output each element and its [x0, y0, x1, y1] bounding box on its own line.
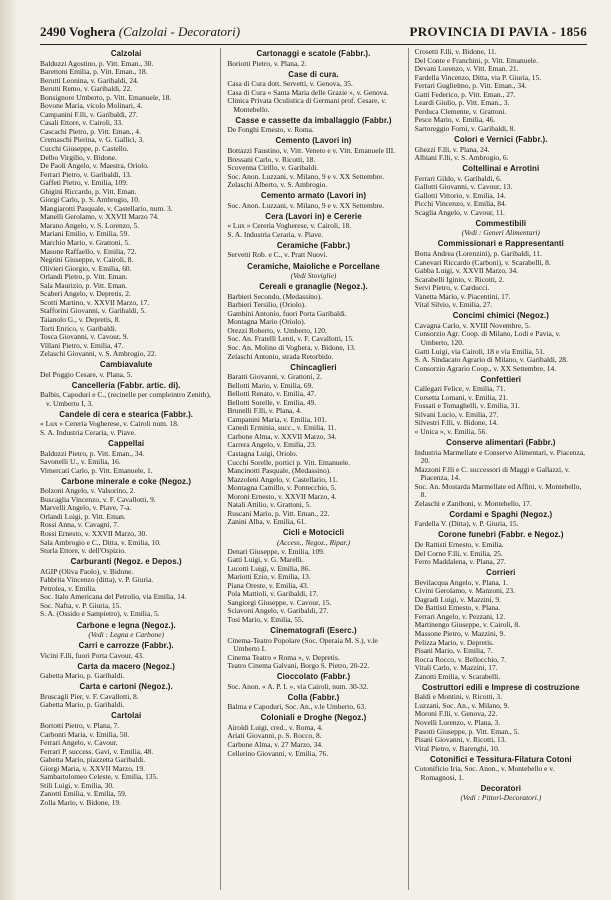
directory-section	[415, 376, 587, 437]
directory-entry: Bovone Maria, vicolo Molinari, 4.	[40, 101, 143, 111]
section-heading: Commestibili	[475, 218, 527, 228]
directory-entry: Devani Lorenzo, v. Vitt. Eman. 21.	[414, 64, 519, 74]
column-1	[40, 48, 212, 890]
directory-entry: Corsetta Lomani, v. Emilia, 21.	[414, 392, 508, 402]
directory-entry: Negrini Giuseppe, v. Cairoli, 8.	[40, 255, 134, 265]
directory-section	[415, 48, 587, 133]
directory-section	[227, 117, 399, 135]
directory-entry: Canedi Erminia, succ., v. Emilia, 11.	[227, 423, 337, 433]
section-note: (Vedi : Pittori-Decoratori.)	[460, 793, 542, 803]
directory-entry: Dagradi Luigi, v. Mazzini, 9.	[414, 594, 501, 604]
section-heading: Cancelleria (Fabbr. artic. di).	[71, 380, 181, 390]
directory-entry: Gabetta Mario, p. Garibaldi.	[40, 700, 125, 710]
directory-entry: Marchio Mario, v. Grattoni, 5.	[40, 238, 130, 248]
directory-entry: Bellotti Sorelle, v. Emilia, 49.	[227, 397, 317, 407]
header-section-range: (Calzolai - Decoratori)	[118, 24, 241, 39]
directory-entry: Cascachi Pietro, p. Vitt. Eman., 4.	[40, 126, 141, 136]
directory-entry: Soc. Anon. Luzzani, v. Milano, 9 e v. XX Settembre.	[227, 200, 385, 210]
directory-entry: Gabba Luigi, v. XXVII Marzo, 34.	[414, 266, 519, 276]
directory-entry: Bortotti Pietro, v. Plana, 7.	[40, 720, 120, 730]
directory-section	[227, 213, 399, 240]
directory-entry: Campanini F.lli, v. Garibaldi, 27.	[40, 109, 138, 119]
directory-section	[227, 283, 399, 361]
directory-entry: S. A. (Ossido e Sampietro), v. Emilia, 5.	[40, 609, 160, 619]
directory-entry: Ferrari Pietro, v. Garibaldi, 13.	[40, 169, 132, 179]
section-heading: Cera (Lavori in) e Cererie	[265, 211, 362, 221]
directory-section	[227, 242, 399, 260]
directory-entry: Mangiarotti Pasquale, v. Castellario, num. 3.	[40, 203, 173, 213]
directory-entry: Airoldi Luigi, cred., v. Roma, 4.	[227, 722, 323, 732]
directory-entry: Montagna Camillo, v. Pontecchio, 5.	[227, 483, 337, 493]
directory-entry: Gallotti Giovanni, v. Cavour, 13.	[414, 182, 513, 192]
directory-entry: Fardella Vincenzo, Ditta, via P. Giuria, 15.	[414, 72, 542, 82]
section-heading: Colori e Vernici (Fabbr.).	[454, 134, 548, 144]
directory-entry: Sala Ambrogio e C., Ditta, v. Emilia, 10.	[40, 537, 161, 547]
directory-entry: Piana Oreste, v. Emilia, 43.	[227, 580, 309, 590]
directory-entry: Lucotti Luigi, v. Emilia, 86.	[227, 563, 311, 573]
directory-entry: Gabetta Mario, piazzetta Garibaldi.	[40, 755, 146, 765]
directory-entry: Gabetta Mario, p. Garibaldi.	[40, 671, 125, 681]
directory-entry: Civini Gerolamo, v. Manzoni, 23.	[414, 586, 515, 596]
directory-entry: Savonelli U., v. Emilia, 16.	[40, 457, 121, 467]
directory-entry: Zelaschi Antonio, strada Retorbido.	[227, 351, 334, 361]
directory-entry: Leardi Giulio, p. Vitt. Eman., 3.	[414, 98, 510, 108]
directory-section	[227, 192, 399, 210]
directory-entry: Montagna Mario (Oriolo).	[227, 317, 306, 327]
section-note: (Vedi Stoviglie)	[290, 271, 337, 281]
directory-entry: Delbo Virgilio, v. Bidone.	[40, 152, 117, 162]
directory-entry: Gatti Federico, p. Vitt. Eman., 27.	[414, 89, 516, 99]
directory-section	[40, 50, 212, 359]
directory-entry: Vital Silvio, v. Emilia, 27.	[414, 300, 493, 310]
directory-entry: Gambini Antonio, fuori Porta Garibaldi.	[227, 308, 347, 318]
directory-entry: Baratti Giovanni, v. Grattoni, 2.	[227, 372, 322, 382]
columns	[40, 48, 587, 890]
directory-entry: « Unica », v. Emilia, 56.	[414, 426, 488, 436]
directory-entry: Barbieri Secondo, (Medassino).	[227, 291, 322, 301]
directory-section	[40, 382, 212, 409]
directory-entry: Gallotti Vittorio, v. Emilia, 14.	[414, 190, 506, 200]
directory-entry: S. A. Industria Ceraria, v. Piave.	[227, 229, 324, 239]
directory-entry: Buscaglia Vincenzo, v. F. Cavallotti, 9.	[40, 494, 156, 504]
directory-entry: Zelaschi Giovanni, v. S. Ambrogio, 22.	[40, 349, 157, 359]
directory-entry: Perduca Clemente, v. Grattoni.	[414, 106, 507, 116]
section-heading: Colla (Fabbr.)	[287, 692, 340, 702]
directory-entry: Petrolea, v. Emilia.	[40, 583, 97, 593]
directory-section	[40, 558, 212, 619]
header-page-and-town: 2490 Voghera	[40, 24, 116, 39]
directory-entry: Zanotti Emilia, v. Scarabelli.	[414, 671, 501, 681]
directory-entry: « Lux » Cereria Vogherese, v. Cairoli, 18.	[227, 221, 352, 231]
section-note: (Vedi : Legna e Carbone)	[88, 630, 164, 640]
directory-section	[227, 263, 399, 281]
directory-entry: Luzzani, Soc. An., v. Milano, 9.	[414, 700, 510, 710]
directory-entry: Denari Giuseppe, v. Emilia, 109.	[227, 546, 325, 556]
directory-entry: Cotonificio Iria, Soc. Anon., v. Montebello e v. Romagnosi, 1.	[414, 764, 555, 782]
section-heading: Calzolai	[110, 49, 142, 58]
directory-entry: Gaffeti Pietro, v. Emilia, 109.	[40, 178, 128, 188]
directory-entry: S. A. Sindacato Agrario di Milano, v. Garibaldi, 28.	[414, 355, 568, 365]
directory-entry: Torti Enrico, v. Garibaldi.	[40, 323, 117, 333]
directory-entry: Canevari Riccardo (Carboni), v. Scarabelli, 8.	[414, 257, 551, 267]
directory-section	[227, 627, 399, 671]
directory-entry: Ruscani Mario, p. Vitt. Eman., 22.	[227, 508, 330, 518]
directory-section	[40, 411, 212, 438]
directory-entry: Sala Maurizio, p. Vitt. Eman.	[40, 280, 127, 290]
directory-entry: Gatti Luigi, via Cairoli, 18 e via Emilia, 51.	[414, 346, 545, 356]
directory-entry: Ferro Maddalena, v. Plana, 27.	[414, 557, 506, 567]
directory-entry: Albiani F.lli, v. S. Ambrogio, 6.	[414, 153, 509, 163]
header-province: PROVINCIA DI PAVIA - 1856	[409, 24, 587, 39]
directory-entry: Rossi Anna, v. Cavagni, 7.	[40, 520, 119, 530]
directory-entry: Consorzio Agr. Coop. di Milano, Lodi e Pavia, v. Umberto, 120.	[414, 329, 561, 347]
directory-entry: Consorzio Agrario Coop., v. XX Settembre, 14.	[414, 363, 557, 373]
directory-entry: Scarabelli Iginio, v. Ricotti, 2.	[414, 274, 505, 284]
directory-section	[415, 569, 587, 681]
section-heading: Cioccolato (Fabbr.)	[276, 672, 351, 682]
directory-entry: Barettoni Emilia, p. Vitt. Eman., 18.	[40, 67, 148, 77]
directory-entry: Natali Attilio, v. Grattoni, 5.	[227, 500, 312, 510]
directory-entry: Zelaschi Alberto, v. S. Ambrogio.	[227, 180, 328, 190]
directory-section	[415, 240, 587, 309]
section-heading: Candele di cera e stearica (Fabbr.).	[59, 409, 194, 419]
directory-entry: Ghezzi F.lli, v. Plana, 24.	[414, 144, 490, 154]
section-note: (Vedi : Generi Alimentari)	[461, 228, 540, 238]
directory-entry: Sartoreggio Forni, v. Garibaldi, 8.	[414, 123, 516, 133]
directory-entry: Sambartolomeo Celeste, v. Emilia, 135.	[40, 772, 159, 782]
directory-section	[40, 361, 212, 379]
directory-entry: Bellotti Mario, v. Emilia, 69.	[227, 380, 314, 390]
section-heading: Casse e cassette da imballaggio (Fabbr.)	[235, 115, 392, 125]
directory-entry: De Rattisti Ernesto, v. Emilia.	[414, 540, 504, 550]
directory-entry: De Fonghi Ernesto, v. Roma.	[227, 125, 314, 135]
directory-entry: Brunelli F.lli, v. Plana, 4.	[227, 406, 302, 416]
section-note: (Access., Negoz., Ripar.)	[277, 537, 350, 547]
directory-entry: Novelli Lorenzo, v. Plana, 3.	[414, 717, 501, 727]
directory-entry: Botta Andrea (Lorenzini), p. Garibaldi, 11.	[414, 249, 542, 259]
directory-entry: Crosetti F.lli, v. Bidone, 11.	[414, 48, 497, 56]
directory-entry: Masone Raffaello, v. Emilia, 72.	[40, 246, 137, 256]
directory-entry: AGIP (Oliva Paolo), v. Bidone.	[40, 566, 134, 576]
directory-entry: Soc. Italo Americana del Petrolio, via Emilia, 14.	[40, 592, 187, 602]
section-heading: Coltellinai e Arrotini	[462, 164, 540, 174]
directory-entry: Clinica Privata Oculistica di Germani prof. Cesare, v. Montebello.	[227, 96, 387, 114]
directory-section	[40, 642, 212, 660]
directory-section	[415, 531, 587, 566]
directory-section	[415, 785, 587, 803]
directory-entry: Vitali Carlo, v. Mazzini, 17.	[414, 663, 498, 673]
directory-entry: Del Conte e Franchini, p. Vitt. Emanuele.	[414, 55, 539, 65]
directory-section	[415, 756, 587, 783]
directory-entry: Ferrari P. success. Gavi, v. Emilia, 48.	[40, 746, 154, 756]
section-heading: Coloniali e Droghe (Negoz.)	[260, 713, 367, 723]
directory-section	[227, 673, 399, 691]
directory-entry: Mazzoni F.lli e C. successori di Maggi e Gallazzi, v. Piacenza, 14.	[414, 464, 570, 483]
directory-entry: Scovenna Cirillo, v. Garibaldi.	[227, 163, 319, 173]
directory-entry: Balma e Capoduri, Soc. An., v.le Umberto, 63.	[227, 702, 367, 712]
directory-section	[40, 440, 212, 475]
directory-entry: Fardella V. (Ditta), v. P. Giuria, 15.	[414, 519, 519, 529]
directory-entry: Casa di Cura « Santa Maria delle Grazie », v. Genova.	[227, 87, 389, 97]
section-heading: Carta da macero (Negoz.)	[77, 661, 175, 671]
section-heading: Cotonifici e Tessitura-Filatura Cotoni	[429, 754, 572, 764]
directory-entry: Scaglia Angelo, v. Cavour, 11.	[414, 207, 505, 217]
section-heading: Carri e carrozze (Fabbr.).	[78, 641, 174, 651]
directory-entry: Rossi Ernesto, v. XXVII Marzo, 30.	[40, 529, 148, 539]
section-heading: Carbone minerale e coke (Negoz.)	[61, 476, 192, 486]
directory-entry: Vicini F.lli, fuori Porta Cavour, 43.	[40, 650, 144, 660]
directory-section	[227, 364, 399, 527]
section-heading: Conserve alimentari (Fabbr.)	[446, 438, 556, 448]
directory-entry: Picchi Vincenzo, v. Emilia, 84.	[414, 199, 507, 209]
directory-entry: De Paoli Angelo, v. Maestra, Oriolo.	[40, 161, 149, 171]
directory-entry: Carbone Alma, v. 27 Marzo, 34.	[227, 740, 323, 750]
section-heading: Corone funebri (Fabbr. e Negoz.)	[438, 530, 564, 540]
section-heading: Cambiavalute	[99, 360, 153, 370]
directory-entry: Soc. Nafta, v. P. Giuria, 15.	[40, 600, 122, 610]
directory-entry: Sangiorgi Giuseppe, v. Cavour, 15.	[227, 597, 332, 607]
directory-entry: Pelizza Mario, v. Depretis.	[414, 637, 494, 647]
section-heading: Confettieri	[480, 374, 522, 384]
section-heading: Carburanti (Negoz. e Depos.)	[70, 557, 182, 567]
directory-entry: Soc. An. Fratelli Lenti, v. F. Cavallotti, 15.	[227, 334, 354, 344]
directory-entry: Carbone Alma, v. XXVII Marzo, 34.	[227, 431, 337, 441]
directory-section	[415, 511, 587, 529]
directory-entry: Marano Angelo, v. S. Lorenzo, 5.	[40, 220, 140, 230]
directory-entry: Orlandi Luigi, p. Vitt. Eman.	[40, 511, 126, 521]
directory-entry: Soc. Anon. « A. P. I. », via Cairoli, num. 30-32.	[227, 681, 369, 691]
directory-entry: Castagna Luigi, Oriolo.	[227, 449, 298, 459]
directory-entry: Zanotti Emilia, v. Emilia, 59.	[40, 789, 127, 799]
directory-entry: Berutti Remo, v. Garibaldi, 22.	[40, 84, 133, 94]
section-heading: Ceramiche, Maioliche e Porcellane	[247, 261, 380, 271]
directory-entry: Cucchi Sorelle, portici p. Vitt. Emanuele.	[227, 457, 351, 467]
directory-section	[227, 50, 399, 68]
section-heading: Concimi chimici (Negoz.)	[452, 311, 549, 321]
directory-section	[415, 439, 587, 508]
directory-entry: Casa di Cura dott. Servetti, v. Genova, 35.	[227, 79, 353, 89]
directory-entry: Martinengo Giuseppe, v. Cairoli, 8.	[414, 620, 520, 630]
directory-entry: Ferrari Gildo, v. Garibaldi, 6.	[414, 173, 502, 183]
directory-entry: Villani Pietro, v. Emilia, 47.	[40, 340, 124, 350]
directory-section	[415, 136, 587, 163]
directory-section	[227, 137, 399, 189]
directory-entry: Balduzzi Pietro, p. Vitt. Eman., 34.	[40, 448, 145, 458]
directory-section	[415, 312, 587, 373]
directory-entry: Giorgi Maria, v. XXVII Marzo, 19.	[40, 763, 145, 773]
directory-section	[227, 529, 399, 624]
directory-section	[227, 714, 399, 758]
directory-entry: Ariati Giovanni, p. S. Rocco, 8.	[227, 731, 322, 741]
directory-section	[415, 220, 587, 238]
directory-entry: Fossati e Tomaghelli, v. Emilia, 31.	[414, 401, 520, 411]
section-heading: Cappellai	[108, 439, 145, 449]
directory-entry: Scaberi Angelo, v. Depretis, 2.	[40, 289, 131, 299]
directory-entry: Balbis, Capoduri e C., (recinelle per compleintro Zenith), v. Umberto I, 3.	[40, 390, 211, 408]
header-left	[40, 24, 240, 40]
section-heading: Corrieri	[486, 568, 516, 578]
directory-entry: Soc. An. Mostarda Marmellate ed Affini, v. Montebello, 8.	[414, 481, 582, 500]
directory-entry: Pisani Mario, v. Emilia, 7.	[414, 646, 493, 656]
section-heading: Cartonaggi e scatole (Fabbr.).	[256, 49, 371, 58]
directory-entry: Bressani Carlo, v. Ricotti, 18.	[227, 154, 316, 164]
directory-entry: Ghigini Riccardo, p. Vitt. Eman.	[40, 186, 137, 196]
section-heading: Cemento (Lavori in)	[275, 136, 352, 146]
directory-entry: Cinema-Teatro Popolare (Soc. Operaia M. S.), v.le Umberto I.	[227, 635, 378, 654]
directory-entry: Pesce Mario, v. Emilia, 46.	[414, 115, 496, 125]
directory-entry: Balduzzi Agostino, p. Vitt. Eman., 30.	[40, 58, 154, 68]
section-heading: Cemento armato (Lavori in)	[260, 191, 367, 201]
directory-entry: Bevilacqua Angelo, v. Plana, 1.	[414, 577, 508, 587]
directory-section	[227, 694, 399, 712]
directory-entry: Del Poggio Cesare, v. Plana, 5.	[40, 369, 133, 379]
directory-entry: Stili Luigi, v. Emilia, 30.	[40, 780, 114, 790]
directory-entry: Tosca Giovanni, v. Cavour, 9.	[40, 332, 129, 342]
directory-entry: Bolzoni Angelo, v. Valsorino, 2.	[40, 486, 136, 496]
directory-entry: Ferrari Angelo, v. Pezzani, 12.	[414, 611, 506, 621]
directory-entry: Campanini Maria, v. Emilia, 101.	[227, 414, 327, 424]
directory-entry: Soc. An. Molino di Voghera, v. Bidone, 13.	[227, 342, 356, 352]
directory-section	[227, 71, 399, 115]
directory-entry: Carbonti Maria, v. Emilia, 50.	[40, 729, 130, 739]
section-heading: Cereali e granaglie (Negoz.).	[259, 282, 368, 292]
directory-entry: Giorgi Carlo, p. S. Ambrogio, 10.	[40, 195, 140, 205]
directory-entry: Sciavoni Angelo, v. Garibaldi, 27.	[227, 606, 329, 616]
directory-entry: Ferrari Angelo, v. Cavour.	[40, 738, 118, 748]
directory-entry: Orezzi Roberto, v. Umberto, 120.	[227, 325, 327, 335]
directory-section	[40, 712, 212, 807]
directory-entry: Orlandi Pietro, p. Vitt. Eman.	[40, 272, 128, 282]
directory-entry: Bellotti Renato, v. Emilia, 47.	[227, 389, 317, 399]
directory-section	[40, 683, 212, 710]
directory-entry: Marvelli Angelo, v. Piave, 7-a.	[40, 503, 132, 513]
column-2	[220, 48, 399, 890]
section-heading: Cordami e Spaghi (Negoz.)	[449, 509, 553, 519]
directory-entry: Manelli Gerolamo, v. XXVII Marzo 74.	[40, 212, 159, 222]
directory-entry: Scotti Martino, v. XXVII Marzo, 17.	[40, 297, 150, 307]
directory-entry: Del Corno F.lli, v. Emilia, 25.	[414, 548, 503, 558]
section-heading: Carta e cartoni (Negoz.).	[79, 682, 173, 692]
directory-entry: Vital Pietro, v. Barenghi, 10.	[414, 743, 500, 753]
directory-entry: Moroni F.lli, v. Genova, 22.	[414, 709, 498, 719]
section-heading: Commissionari e Rappresentanti	[437, 239, 564, 249]
directory-entry: Fabbrita Vincenzo (ditta), v. P. Giuria.	[40, 575, 154, 585]
directory-section	[415, 684, 587, 753]
binding-gutter	[0, 0, 18, 900]
directory-entry: Pasotti Giuseppe, p. Vitt. Eman., 5.	[414, 726, 520, 736]
directory-entry: Stafforini Giovanni, v. Garibaldi, 5.	[40, 306, 146, 316]
directory-entry: Sturla Ettore, v. dell'Ospizio.	[40, 546, 126, 556]
directory-entry: Soc. Anon. Luzzani, v. Milano, 9 e v. XX Settembre.	[227, 171, 385, 181]
directory-entry: Mancinotti Pasquale, (Medassino).	[227, 466, 332, 476]
section-heading: Cartolai	[111, 711, 142, 721]
directory-entry: Bruscagli Pier, v. F. Cavallotti, 8.	[40, 691, 139, 701]
section-heading: Chincaglieri	[290, 362, 337, 372]
directory-entry: Cucchi Giuseppe, p. Castello.	[40, 144, 129, 154]
directory-entry: Mariotti Ezio, v. Emilia, 13.	[227, 572, 311, 582]
section-heading: Case di cura.	[288, 69, 339, 79]
directory-entry: Rocca Rocco, v. Bellocchio, 7.	[414, 654, 507, 664]
directory-entry: Teatro Cinema Galvani, Borgo S. Pietro, 20-22.	[227, 661, 370, 671]
directory-entry: Zolla Mario, v. Bidone, 19.	[40, 797, 121, 807]
directory-entry: « Lux » Cereria Vogherese, v. Cairoli num. 18.	[40, 419, 179, 429]
column-3	[408, 48, 587, 890]
directory-entry: Tosi Mario, v. Emilia, 55.	[227, 614, 304, 624]
directory-entry: Massone Pietro, v. Mazzini, 9.	[414, 629, 506, 638]
section-heading: Ceramiche (Fabbr.)	[276, 240, 351, 250]
directory-entry: De Battisti Ernesto, v. Plana.	[414, 603, 501, 613]
page-header	[40, 22, 587, 45]
directory-entry: Zanini Alba, v. Emilia, 61.	[227, 517, 307, 527]
directory-entry: Mazzoleni Angelo, v. Castellario, 11.	[227, 474, 338, 484]
directory-section	[40, 478, 212, 556]
directory-entry: Industria Marmellate e Conserve Alimentari, v. Piacenza, 20.	[414, 447, 585, 466]
directory-entry: Vanetta Mario, v. Piacentini, 17.	[414, 291, 511, 301]
directory-entry: Mariani Emilio, v. Emilia, 59.	[40, 229, 130, 239]
section-heading: Carbone e legna (Negoz.).	[76, 620, 176, 630]
directory-entry: Barbieri Tersilio, (Oriolo).	[227, 300, 306, 310]
directory-entry: Boriotti Pietro, v. Plana, 2.	[227, 58, 307, 68]
directory-entry: Zelaschi e Zaniboni, v. Montebello, 17.	[414, 498, 532, 508]
directory-section	[415, 165, 587, 217]
directory-entry: Servi Pietro, v. Carducci.	[414, 283, 490, 293]
directory-entry: Pola Mattioli, v. Garibaldi, 17.	[227, 589, 319, 599]
directory-entry: Pisani Giovanni, v. Ricotti, 13.	[414, 735, 507, 745]
directory-entry: Cavagna Carlo, v. XVIII Novembre, 5.	[414, 320, 531, 330]
directory-entry: Silvani Lucio, v. Emilia, 27.	[414, 409, 499, 419]
directory-section	[40, 663, 212, 681]
section-heading: Costruttori edili e Imprese di costruzione	[421, 682, 580, 692]
directory-entry: Cremaschi Pierina, v. G. Gallici, 3.	[40, 135, 145, 145]
directory-entry: Silvestri F.lli, v. Bidone, 14.	[414, 418, 499, 428]
directory-entry: Callegari Felice, v. Emilia, 71.	[414, 384, 506, 394]
section-heading: Cinematografi (Eserc.)	[270, 625, 357, 635]
section-heading: Decoratori	[480, 783, 522, 793]
directory-entry: Servetti Rob. e C., v. Pratt Nuovi.	[227, 250, 328, 260]
directory-entry: Ferrari Guglielmo, p. Vitt. Eman., 34.	[414, 81, 527, 91]
directory-entry: Olivieri Giorgio, v. Emilia, 60.	[40, 263, 132, 273]
directory-entry: Moroni Ernesto, v. XXVII Marzo, 4.	[227, 491, 337, 501]
directory-section	[40, 622, 212, 640]
directory-entry: Cellerino Giovanni, v. Emilia, 76.	[227, 748, 329, 758]
directory-entry: Berutti Leonina, v. Garibaldi, 24.	[40, 75, 139, 85]
directory-entry: Cinema Teatro « Roma », v. Depretis.	[227, 652, 340, 662]
section-heading: Cicli e Motocicli	[282, 528, 345, 538]
directory-entry: Bottazzi Faustino, v. Vitt. Veneto e v. Vitt. Emanuele III.	[227, 145, 396, 155]
directory-entry: Taianolo G., v. Depretis, 8.	[40, 314, 121, 324]
directory-entry: Casali Ettore, v. Cairoli, 33.	[40, 118, 123, 128]
directory-entry: Baldi e Montini, v. Ricotti, 3.	[414, 692, 502, 702]
directory-entry: Carrera Angelo, v. Emilia, 23.	[227, 440, 317, 450]
directory-entry: S. A. Industria Ceraria, v. Piave.	[40, 428, 136, 438]
directory-entry: Bonsignore Umberto, p. Vitt. Emanuele, 18.	[40, 92, 172, 102]
directory-entry: Vimercati Carlo, p. Vitt. Emanuele, 1.	[40, 465, 153, 475]
directory-entry: Gatti Luigi, v. G. Marelli.	[227, 555, 304, 565]
